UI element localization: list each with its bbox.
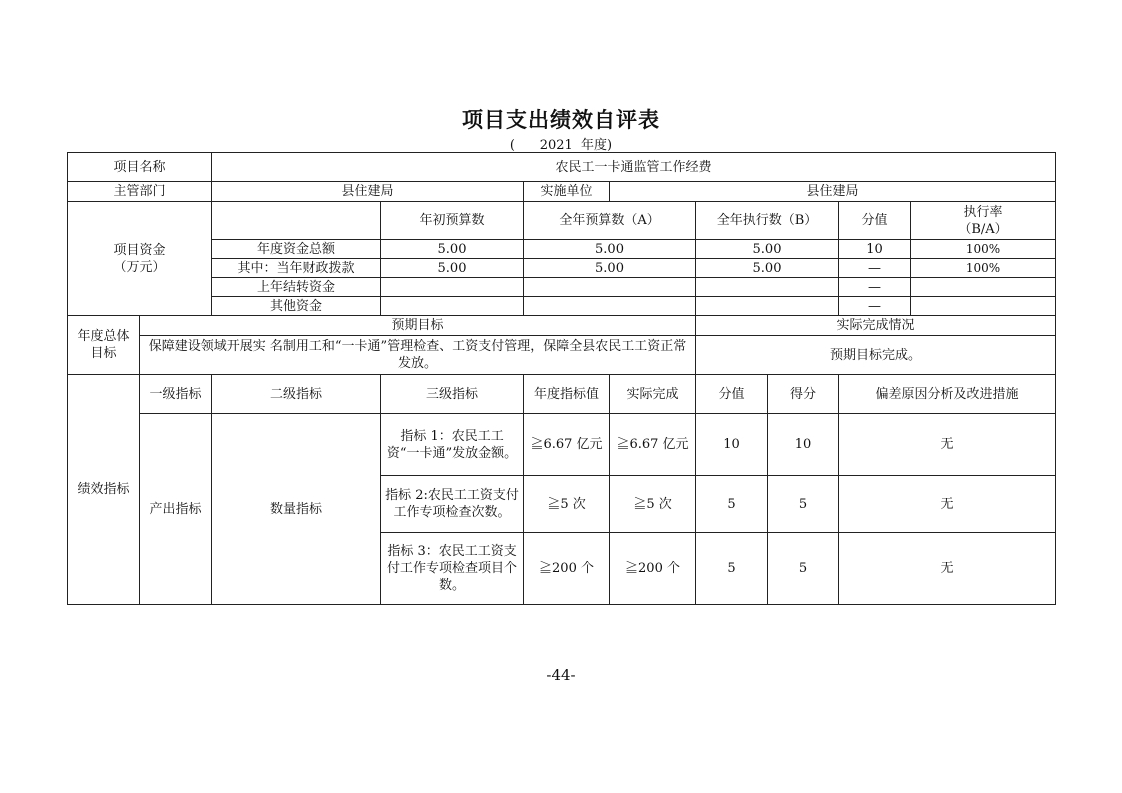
fund-rate	[911, 297, 1056, 316]
indicator-score: 5	[768, 533, 839, 605]
dept-value: 县住建局	[212, 182, 524, 202]
goals-label-cell	[68, 316, 140, 375]
goals-label-line2: 目标	[90, 346, 117, 361]
project-name-label: 项目名称	[68, 153, 212, 182]
fund-executed: 5.00	[696, 240, 839, 259]
fund-initial: 5.00	[381, 240, 524, 259]
indicator-target: ≧5 次	[524, 476, 610, 533]
funds-row	[68, 278, 1056, 297]
indicator-target: ≧6.67 亿元	[524, 414, 610, 476]
indicator-deviation: 无	[839, 476, 1056, 533]
fund-annual: 5.00	[524, 240, 696, 259]
fund-executed	[696, 278, 839, 297]
project-name-value: 农民工一卡通监管工作经费	[212, 153, 1056, 182]
goals-label-line1: 年度总体	[77, 329, 130, 344]
indicator-target: ≧200 个	[524, 533, 610, 605]
funds-row	[68, 259, 1056, 278]
indicator-actual: ≧5 次	[610, 476, 696, 533]
page-number: -44-	[546, 666, 576, 684]
header-actual: 实际完成	[610, 375, 696, 414]
fund-score-value: —	[839, 259, 911, 278]
performance-label: 绩效指标	[68, 375, 140, 605]
fund-name: 其他资金	[212, 297, 381, 316]
header-deviation: 偏差原因分析及改进措施	[839, 375, 1056, 414]
header-level2: 二级指标	[212, 375, 381, 414]
funds-row	[68, 297, 1056, 316]
funds-unit: （万元）	[113, 259, 166, 275]
fund-executed: 5.00	[696, 259, 839, 278]
funds-row	[68, 240, 1056, 259]
indicator-deviation: 无	[839, 533, 1056, 605]
fund-initial	[381, 278, 524, 297]
year-subtitle: ( 2021 年度)	[509, 138, 613, 153]
page-title: 项目支出绩效自评表	[462, 107, 660, 132]
unit-label: 实施单位	[524, 182, 610, 202]
funds-label: 项目资金	[113, 242, 166, 258]
indicator-text: 指标 1：农民工工资“一卡通”发放金额。	[381, 414, 524, 476]
fund-score-value: 10	[839, 240, 911, 259]
exec-rate-line2: （B/A）	[958, 221, 1008, 237]
fund-annual	[524, 297, 696, 316]
actual-completion-header: 实际完成情况	[696, 316, 1056, 336]
header-initial-budget: 年初预算数	[381, 202, 524, 240]
department-row	[68, 182, 1056, 202]
performance-header-row	[68, 375, 1056, 414]
indicator-actual: ≧6.67 亿元	[610, 414, 696, 476]
fund-rate: 100%	[911, 240, 1056, 259]
goals-content-row	[68, 336, 1056, 375]
header-annual-budget: 全年预算数（A）	[524, 202, 696, 240]
header-perf-score: 得分	[768, 375, 839, 414]
fund-initial: 5.00	[381, 259, 524, 278]
header-executed: 全年执行数（B）	[696, 202, 839, 240]
header-score-value: 分值	[839, 202, 911, 240]
indicator-score: 5	[768, 476, 839, 533]
indicator-score-value: 5	[696, 533, 768, 605]
indicator-score-value: 10	[696, 414, 768, 476]
indicator-score-value: 5	[696, 476, 768, 533]
level1-value: 产出指标	[140, 414, 212, 605]
fund-annual: 5.00	[524, 259, 696, 278]
dept-label: 主管部门	[68, 182, 212, 202]
header-perf-score-value: 分值	[696, 375, 768, 414]
fund-rate	[911, 278, 1056, 297]
indicator-deviation: 无	[839, 414, 1056, 476]
funds-header-blank	[212, 202, 381, 240]
fund-initial	[381, 297, 524, 316]
expected-goal-header: 预期目标	[140, 316, 696, 336]
actual-completion-text: 预期目标完成。	[696, 336, 1056, 375]
header-level1: 一级指标	[140, 375, 212, 414]
fund-rate: 100%	[911, 259, 1056, 278]
indicator-score: 10	[768, 414, 839, 476]
self-evaluation-table	[67, 152, 1056, 605]
header-level3: 三级指标	[381, 375, 524, 414]
fund-annual	[524, 278, 696, 297]
funds-label-cell	[68, 202, 212, 316]
fund-score-value: —	[839, 297, 911, 316]
indicator-actual: ≧200 个	[610, 533, 696, 605]
exec-rate-line1: 执行率	[963, 204, 1003, 220]
unit-value: 县住建局	[610, 182, 1056, 202]
fund-name: 上年结转资金	[212, 278, 381, 297]
fund-executed	[696, 297, 839, 316]
header-exec-rate	[911, 202, 1056, 240]
fund-name: 其中：当年财政拨款	[212, 259, 381, 278]
header-target: 年度指标值	[524, 375, 610, 414]
fund-score-value: —	[839, 278, 911, 297]
fund-name: 年度资金总额	[212, 240, 381, 259]
expected-goal-text: 保障建设领域开展实 名制用工和“一卡通”管理检查、工资支付管理，保障全县农民工工资正常发放。	[140, 336, 696, 375]
indicator-text: 指标 2:农民工工资支付工作专项检查次数。	[381, 476, 524, 533]
performance-row	[68, 414, 1056, 476]
funds-header-row	[68, 202, 1056, 240]
level2-value: 数量指标	[212, 414, 381, 605]
indicator-text: 指标 3：农民工工资支付工作专项检查项目个数。	[381, 533, 524, 605]
goals-header-row	[68, 316, 1056, 336]
project-name-row	[68, 153, 1056, 182]
